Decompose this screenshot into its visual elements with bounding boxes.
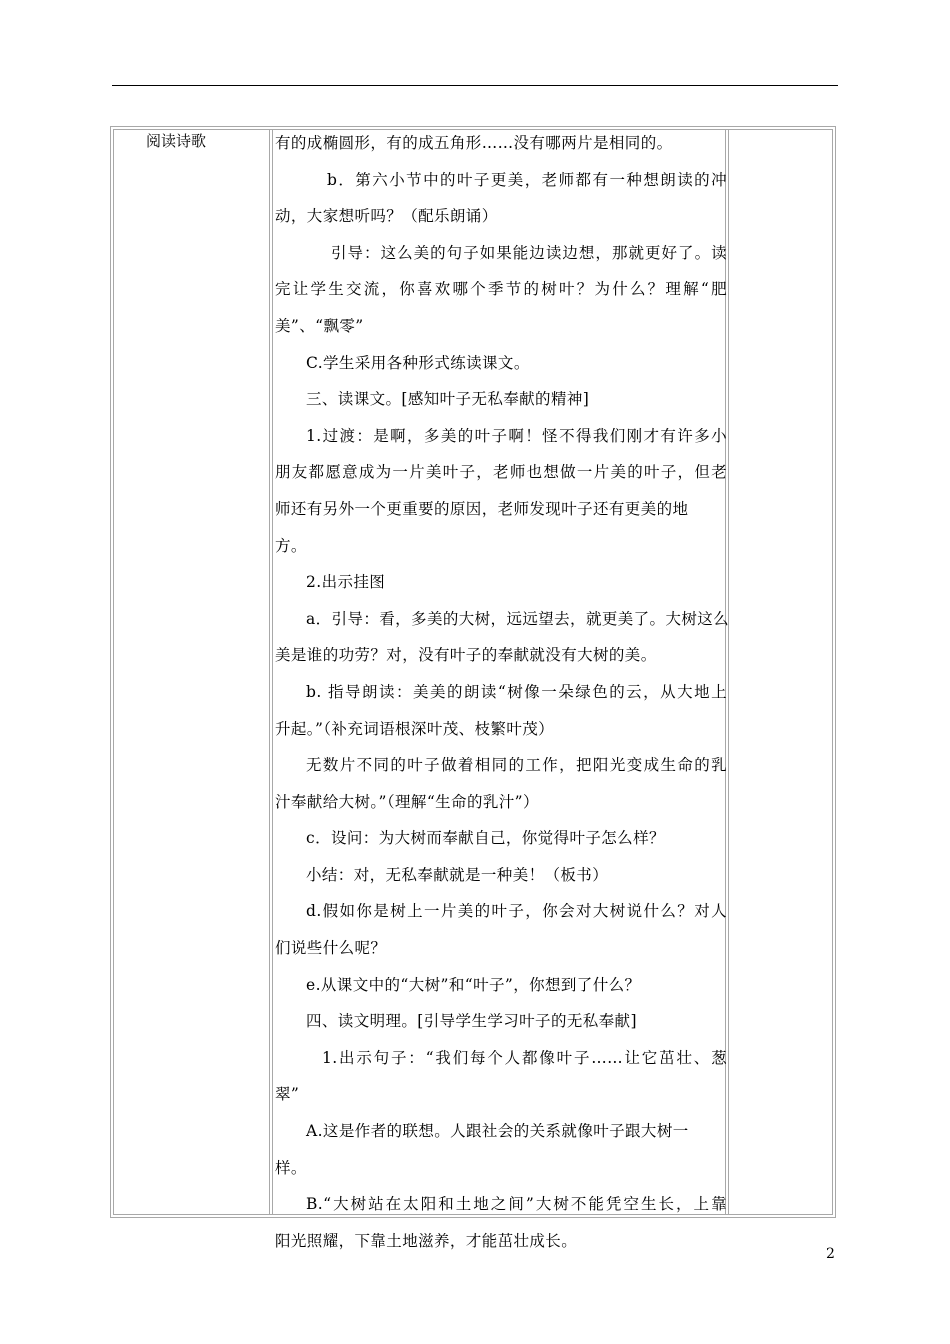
text-line: 方。: [275, 536, 307, 555]
text-line: B.“大树站在太阳和土地之间”大树不能凭空生长，上靠: [306, 1195, 727, 1214]
text-line: 三、读课文。[感知叶子无私奉献的精神]: [306, 390, 590, 409]
lesson-content-cell: [275, 128, 730, 1262]
text-line: 美是谁的功劳？对，没有叶子的奉献就没有大树的美。: [275, 646, 657, 665]
section-label-cell: 阅读诗歌: [146, 132, 207, 150]
text-line: 无数片不同的叶子做着相同的工作，把阳光变成生命的乳: [306, 756, 727, 775]
text-line: 引导：这么美的句子如果能边读边想，那就更好了。读: [331, 243, 727, 262]
text-line: 有的成椭圆形，有的成五角形……没有哪两片是相同的。: [275, 134, 673, 152]
text-line: C.学生采用各种形式练读课文。: [306, 353, 530, 372]
text-line: 美”、“飘零”: [275, 316, 364, 335]
text-line: A.这是作者的联想。人跟社会的关系就像叶子跟大树一: [306, 1122, 689, 1141]
text-line: 四、读文明理。[引导学生学习叶子的无私奉献]: [306, 1012, 637, 1031]
page-number: 2: [826, 1246, 835, 1262]
column-divider-right-b: [728, 129, 729, 1215]
text-line: 升起。”（补充词语根深叶茂、枝繁叶茂）: [275, 719, 555, 738]
text-line: 朋友都愿意成为一片美叶子，老师也想做一片美的叶子，但老: [275, 463, 727, 482]
text-line: b．第六小节中的叶子更美，老师都有一种想朗读的冲: [327, 170, 727, 189]
text-line: 1.出示句子：“我们每个人都像叶子……让它茁壮、葱: [322, 1048, 727, 1067]
text-line: 翠”: [275, 1085, 300, 1104]
header-rule: [112, 85, 838, 86]
text-line: 们说些什么呢？: [275, 939, 387, 958]
column-divider-left-b: [272, 129, 273, 1215]
text-line: 小结：对，无私奉献就是一种美！（板书）: [306, 865, 609, 884]
text-line: 阳光照耀，下靠土地滋养，才能茁壮成长。: [275, 1231, 578, 1250]
text-line: 2.出示挂图: [306, 573, 386, 592]
text-line: 完让学生交流，你喜欢哪个季节的树叶？为什么？理解“肥: [275, 280, 727, 299]
text-line: a．引导：看，多美的大树，远远望去，就更美了。大树这么: [306, 609, 730, 628]
text-line: b. 指导朗读：美美的朗读“树像一朵绿色的云，从大地上: [306, 682, 727, 701]
text-line: 汁奉献给大树。”（理解“生命的乳汁”）: [275, 792, 539, 811]
text-line: 样。: [275, 1158, 307, 1177]
text-line: c．设问：为大树而奉献自己，你觉得叶子怎么样？: [306, 829, 665, 848]
text-line: 师还有另外一个更重要的原因，老师发现叶子还有更美的地: [275, 499, 689, 518]
column-divider-left-a: [269, 129, 270, 1215]
text-line: 动，大家想听吗？（配乐朗诵）: [275, 207, 498, 226]
text-line: e.从课文中的“大树”和“叶子”，你想到了什么？: [306, 975, 641, 994]
text-line: 1.过渡：是啊，多美的叶子啊！怪不得我们刚才有许多小: [306, 426, 727, 445]
text-line: d.假如你是树上一片美的叶子，你会对大树说什么？对人: [306, 902, 727, 921]
